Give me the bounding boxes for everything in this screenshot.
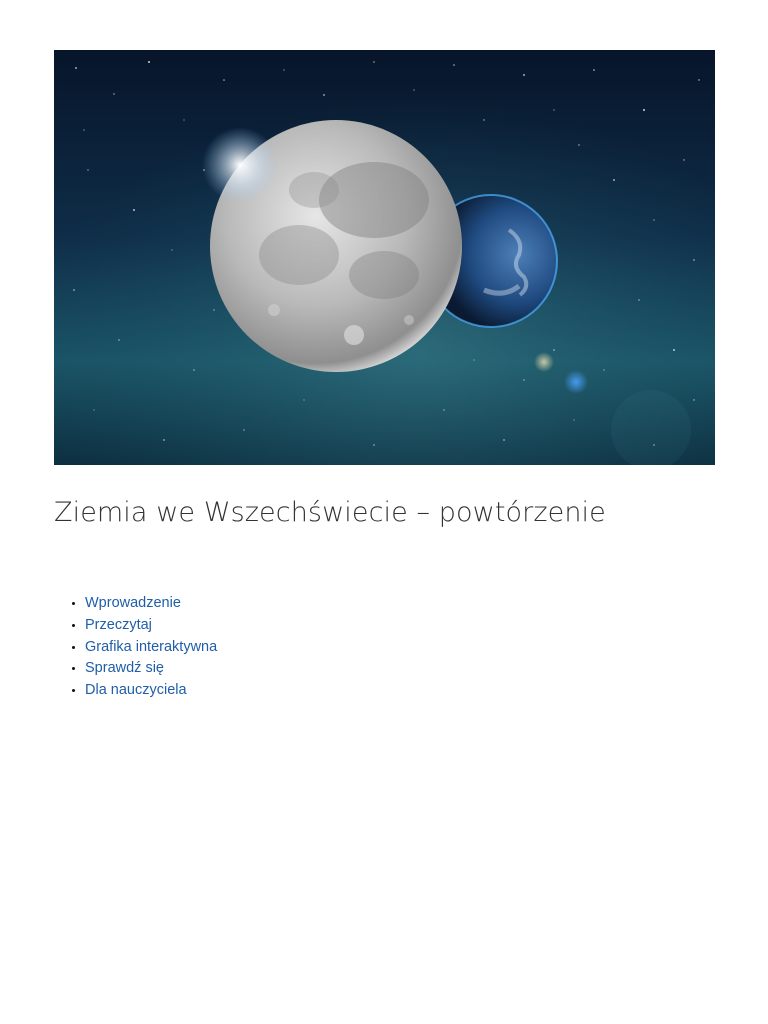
toc-link-grafika-interaktywna[interactable]: Grafika interaktywna bbox=[85, 638, 218, 655]
toc-link-przeczytaj[interactable]: Przeczytaj bbox=[85, 616, 152, 633]
lens-flare bbox=[534, 352, 554, 372]
hero-image bbox=[54, 50, 715, 465]
sun-glow bbox=[202, 127, 278, 203]
toc-link-sprawdz-sie[interactable]: Sprawdź się bbox=[85, 660, 164, 677]
toc-item bbox=[85, 637, 217, 659]
toc-link-dla-nauczyciela[interactable]: Dla nauczyciela bbox=[85, 682, 187, 699]
table-of-contents bbox=[54, 593, 217, 702]
toc-item bbox=[85, 680, 217, 702]
toc-link-wprowadzenie[interactable]: Wprowadzenie bbox=[85, 595, 181, 611]
toc-item bbox=[85, 593, 217, 615]
toc-item bbox=[85, 615, 217, 637]
lens-flare bbox=[564, 370, 588, 394]
moon-earth-illustration bbox=[54, 50, 715, 465]
toc-item bbox=[85, 658, 217, 680]
page-title: Ziemia we Wszechświecie – powtórzenie bbox=[54, 497, 606, 528]
